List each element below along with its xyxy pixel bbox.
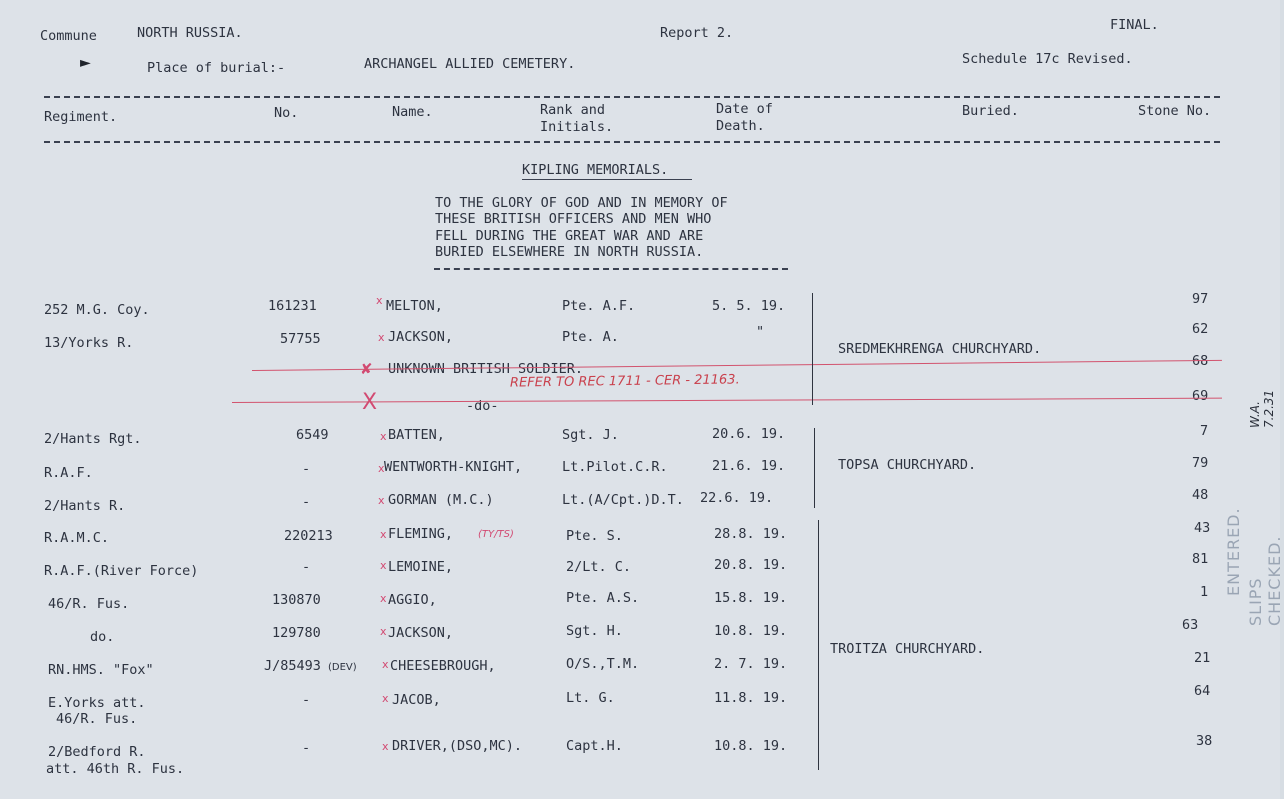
stone-cell: 68 [1192,353,1209,369]
check-mark: x [382,740,389,753]
commune-value: NORTH RUSSIA. [137,25,243,41]
date-cell: 10.8. 19. [714,738,788,754]
rank-cell: Pte. A. [562,329,619,345]
check-mark: x [380,625,387,638]
memorial-line-1: TO THE GLORY OF GOD AND IN MEMORY OF [435,195,728,211]
number-cell: - [302,494,311,510]
date-cell: 20.8. 19. [714,557,788,573]
name-cell: FLEMING, [388,526,454,542]
check-mark: x [382,692,389,705]
memorial-underline [434,268,788,270]
rank-cell: Lt.(A/Cpt.)D.T. [562,492,684,508]
number-cell: - [302,559,311,575]
brace-sredmekhrenga [812,293,813,405]
regiment-cell: 2/Hants R. [44,498,126,514]
col-stone: Stone No. [1138,103,1212,119]
date-cell: 10.8. 19. [714,623,788,639]
date-cell: 5. 5. 19. [712,298,786,314]
check-mark: x [382,658,389,671]
rank-cell: Pte. S. [566,528,623,544]
brace-topsa [814,428,815,508]
cross-mark: X [362,390,378,415]
name-cell: JACOB, [392,692,441,708]
entered-stamp: ENTERED. [1224,507,1243,596]
place-label: Place of burial:- [147,60,286,76]
col-buried: Buried. [962,103,1019,119]
stone-cell: 43 [1194,520,1211,536]
name-cell: LEMOINE, [388,559,454,575]
check-mark: x [376,294,383,307]
regiment-cell: do. [90,629,115,645]
col-date-2: Death. [716,118,765,134]
col-rank-2: Initials. [540,119,614,135]
rank-cell: Capt.H. [566,738,623,754]
cross-mark: ✘ [360,360,373,378]
regiment-cell-line-2: 46/R. Fus. [56,711,138,727]
stone-cell: 48 [1192,487,1209,503]
regiment-cell: 2/Bedford R. [48,744,146,760]
cemetery-sredmekhrenga: SREDMEKHRENGA CHURCHYARD. [838,341,1042,357]
cemetery-troitza: TROITZA CHURCHYARD. [830,641,985,657]
slips-checked-stamp: SLIPS CHECKED. [1246,535,1284,626]
final-label: FINAL. [1110,17,1159,33]
check-mark: x [378,462,385,475]
memorial-line-4: BURIED ELSEWHERE IN NORTH RUSSIA. [435,244,704,260]
check-mark: x [380,430,387,443]
stone-cell: 21 [1194,650,1211,666]
name-cell: JACKSON, [388,625,454,641]
number-cell: 130870 [272,592,321,608]
number-cell: - [302,692,311,708]
stone-cell: 38 [1196,733,1213,749]
stone-cell: 64 [1194,683,1211,699]
number-cell: 57755 [280,331,321,347]
number-cell: 6549 [296,427,329,443]
regiment-cell: R.A.F.(River Force) [44,563,199,579]
rank-cell: Pte. A.F. [562,298,636,314]
header-rule-bottom [44,141,1220,143]
col-name: Name. [392,104,433,120]
name-cell: GORMAN (M.C.) [388,492,494,508]
number-cell: - [302,740,311,756]
date-cell: 20.6. 19. [712,426,786,442]
name-cell: CHEESEBROUGH, [390,658,496,674]
rank-cell: Pte. A.S. [566,590,640,606]
col-regiment: Regiment. [44,109,118,125]
number-cell: J/85493 [264,658,321,674]
place-value: ARCHANGEL ALLIED CEMETERY. [364,56,576,72]
regiment-cell: 46/R. Fus. [48,596,130,612]
stone-cell: 63 [1182,617,1199,633]
cemetery-topsa: TOPSA CHURCHYARD. [838,457,977,473]
bullet-mark: ► [80,52,91,73]
check-mark: x [378,494,385,507]
stone-cell: 7 [1200,423,1209,439]
regiment-cell: 2/Hants Rgt. [44,431,142,447]
strike-line-do [232,398,1222,403]
dev-note: (DEV) [328,662,357,673]
date-cell: 15.8. 19. [714,590,788,606]
date-cell: 2. 7. 19. [714,656,788,672]
stone-cell: 1 [1200,584,1209,600]
memorial-title: KIPLING MEMORIALS. [522,162,669,178]
name-cell: JACKSON, [388,329,454,345]
number-cell: - [302,461,311,477]
stone-cell: 81 [1192,551,1209,567]
regiment-cell: R.A.M.C. [44,530,110,546]
stone-cell: 69 [1192,388,1209,404]
brace-troitza [818,520,819,770]
name-cell: BATTEN, [388,427,445,443]
regiment-cell: 252 M.G. Coy. [44,302,150,318]
date-cell: " [756,324,765,340]
regiment-cell: 13/Yorks R. [44,335,134,351]
stone-cell: 79 [1192,455,1209,471]
rank-cell: Lt. G. [566,690,615,706]
col-rank-1: Rank and [540,102,606,118]
date-cell: 21.6. 19. [712,458,786,474]
refer-note: REFER TO REC 1711 - CER - 21163. [509,372,740,391]
rank-cell: Sgt. H. [566,623,623,639]
number-cell: 129780 [272,625,321,641]
name-cell: MELTON, [386,298,443,314]
regiment-cell: E.Yorks att. [48,695,146,711]
stone-cell: 97 [1192,291,1209,307]
col-date-1: Date of [716,101,773,117]
name-cell: UNKNOWN BRITISH SOLDIER. [388,361,584,377]
stone-cell: 62 [1192,321,1209,337]
name-cell: DRIVER,(DSO,MC). [392,738,523,754]
name-cell: -do- [466,398,499,414]
number-cell: 161231 [268,298,317,314]
name-cell: WENTWORTH-KNIGHT, [384,459,523,475]
schedule-label: Schedule 17c Revised. [962,51,1133,67]
name-cell: AGGIO, [388,592,437,608]
commune-label: Commune [40,28,97,44]
col-no: No. [274,105,299,121]
regiment-cell-line-2: att. 46th R. Fus. [46,761,185,777]
date-cell: 11.8. 19. [714,690,788,706]
check-mark: x [380,559,387,572]
check-mark: x [380,528,387,541]
date-cell: 28.8. 19. [714,526,788,542]
initials-annotation: W.A. 7.2.31 [1248,389,1276,428]
number-cell: 220213 [284,528,333,544]
memorial-title-underline [522,179,692,180]
report-number: Report 2. [660,25,734,41]
header-rule-top [44,96,1220,98]
rank-cell: 2/Lt. C. [566,559,632,575]
check-mark: x [380,592,387,605]
rank-cell: O/S.,T.M. [566,656,640,672]
memorial-line-3: FELL DURING THE GREAT WAR AND ARE [435,228,704,244]
check-mark: x [378,331,385,344]
rank-cell: Lt.Pilot.C.R. [562,459,668,475]
regiment-cell: R.A.F. [44,465,93,481]
regiment-cell: RN.HMS. "Fox" [48,662,154,678]
memorial-line-2: THESE BRITISH OFFICERS AND MEN WHO [435,211,712,227]
date-cell: 22.6. 19. [700,490,774,506]
rank-cell: Sgt. J. [562,427,619,443]
fleming-note: (TY/TS) [478,529,514,540]
